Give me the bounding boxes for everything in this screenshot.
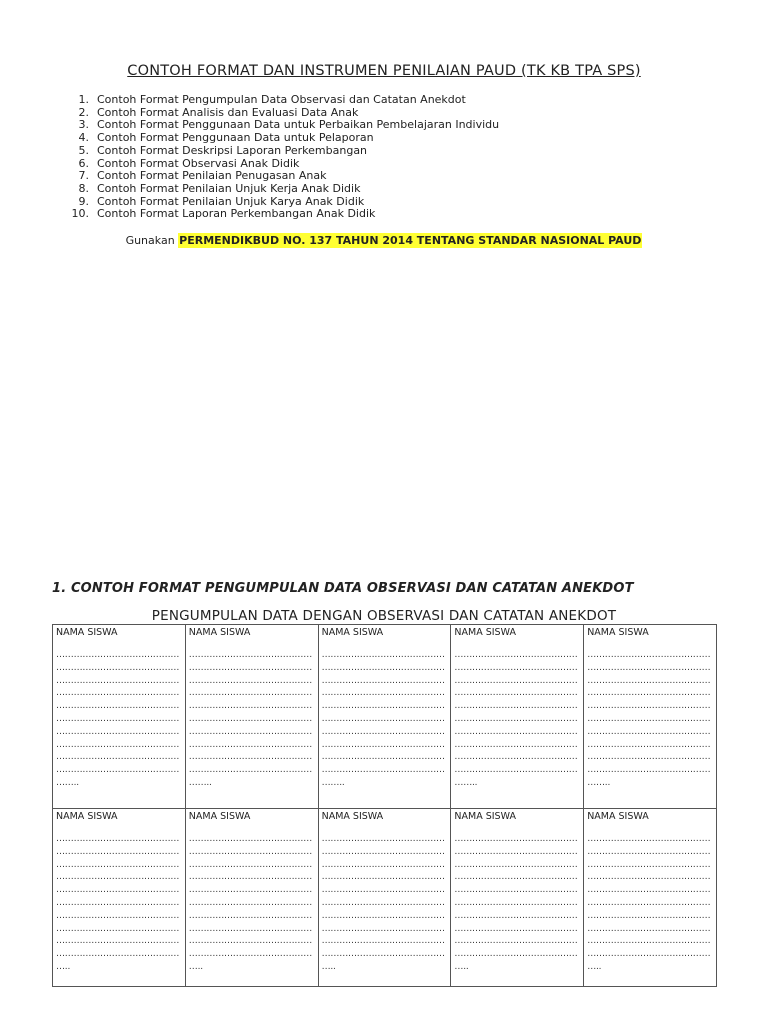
dotted-writing-line: …………………………………… [454, 897, 578, 908]
student-cell[interactable] [185, 809, 318, 987]
dotted-writing-line: …………………………………… [188, 910, 312, 921]
student-cell[interactable] [318, 625, 451, 809]
dotted-writing-line: …………………………………… [587, 688, 711, 699]
dotted-writing-line: …………………………………… [454, 688, 578, 699]
dotted-writing-line-short: ….. [56, 961, 71, 972]
dotted-writing-line: …………………………………… [321, 949, 445, 960]
dotted-writing-line: …………………………………… [56, 765, 180, 776]
dotted-writing-line: …………………………………… [188, 688, 312, 699]
dotted-writing-line: …………………………………… [454, 675, 578, 686]
toc-item-number: 1. [78, 93, 89, 106]
dotted-writing-line: …………………………………… [454, 726, 578, 737]
gunakan-label: Gunakan [125, 234, 175, 247]
dotted-writing-line: …………………………………… [188, 897, 312, 908]
toc-item-text: Contoh Format Penggunaan Data untuk Perbaikan Pembelajaran Individu [97, 118, 500, 132]
dotted-writing-line: …………………………………… [56, 897, 180, 908]
dotted-writing-line: …………………………………… [188, 650, 312, 660]
dotted-writing-line-short: …….. [188, 777, 212, 788]
toc-item-text: Contoh Format Pengumpulan Data Observasi dan Catatan Anekdot [97, 93, 466, 106]
toc-item [64, 183, 499, 196]
table-title: PENGUMPULAN DATA DENGAN OBSERVASI DAN CATATAN ANEKDOT [151, 608, 617, 624]
dotted-writing-line: …………………………………… [188, 923, 312, 934]
dotted-writing-line: …………………………………… [587, 846, 711, 857]
dotted-writing-line: …………………………………… [56, 949, 180, 960]
dotted-writing-line: …………………………………… [321, 936, 445, 947]
student-name-label: NAMA SISWA [56, 811, 118, 822]
dotted-writing-line: …………………………………… [188, 701, 312, 712]
toc-item [64, 94, 499, 107]
dotted-writing-line: …………………………………… [587, 701, 711, 712]
dotted-writing-line: …………………………………… [454, 701, 578, 712]
dotted-writing-line: …………………………………… [321, 872, 445, 883]
dotted-writing-line: …………………………………… [454, 834, 578, 844]
dotted-writing-line: …………………………………… [188, 936, 312, 947]
dotted-writing-line-short: ….. [454, 961, 469, 972]
student-name-label: NAMA SISWA [587, 627, 649, 638]
dotted-writing-line: …………………………………… [56, 859, 180, 870]
dotted-writing-line: …………………………………… [56, 936, 180, 947]
dotted-writing-line: …………………………………… [454, 650, 578, 660]
dotted-writing-line: …………………………………… [321, 846, 445, 857]
toc-item-text: Contoh Format Penilaian Penugasan Anak [97, 169, 327, 183]
toc-item-number: 4. [78, 131, 89, 145]
dotted-writing-line: …………………………………… [321, 688, 445, 699]
document-title: CONTOH FORMAT DAN INSTRUMEN PENILAIAN PAUD (TK KB TPA SPS) [127, 63, 641, 79]
dotted-writing-line: …………………………………… [56, 872, 180, 883]
student-cell[interactable] [451, 809, 584, 987]
dotted-writing-line: …………………………………… [56, 701, 180, 712]
toc-item-number: 10. [71, 207, 89, 221]
dotted-writing-line-short: ….. [321, 961, 336, 972]
dotted-writing-line: …………………………………… [188, 949, 312, 960]
dotted-writing-line: …………………………………… [56, 662, 180, 673]
table-row [53, 809, 717, 987]
dotted-writing-line: …………………………………… [321, 859, 445, 870]
dotted-writing-line: …………………………………… [321, 726, 445, 737]
student-cell[interactable] [451, 625, 584, 809]
dotted-writing-line: …………………………………… [321, 713, 445, 724]
dotted-writing-line: …………………………………… [587, 923, 711, 934]
dotted-writing-line: …………………………………… [321, 897, 445, 908]
dotted-writing-line: …………………………………… [56, 726, 180, 737]
dotted-writing-line: …………………………………… [587, 834, 711, 844]
student-name-label: NAMA SISWA [56, 627, 118, 638]
dotted-writing-line: …………………………………… [321, 910, 445, 921]
dotted-writing-line: …………………………………… [587, 675, 711, 686]
student-cell[interactable] [53, 625, 186, 809]
toc-item-text: Contoh Format Deskripsi Laporan Perkembangan [97, 143, 368, 157]
dotted-writing-line: …………………………………… [454, 713, 578, 724]
dotted-writing-line: …………………………………… [587, 897, 711, 908]
dotted-writing-line: …………………………………… [321, 675, 445, 686]
dotted-writing-line: …………………………………… [56, 650, 180, 660]
student-cell[interactable] [185, 625, 318, 809]
dotted-writing-line: …………………………………… [454, 662, 578, 673]
table-row [53, 625, 717, 809]
dotted-writing-line: …………………………………… [188, 713, 312, 724]
dotted-writing-line: …………………………………… [587, 765, 711, 776]
dotted-writing-line: …………………………………… [188, 872, 312, 883]
dotted-writing-line: …………………………………… [587, 910, 711, 921]
student-cell[interactable] [584, 625, 717, 809]
table-of-contents [64, 94, 499, 221]
dotted-writing-line: …………………………………… [587, 650, 711, 660]
dotted-writing-line: …………………………………… [587, 936, 711, 947]
dotted-writing-line-short: …….. [587, 777, 611, 788]
student-name-label: NAMA SISWA [188, 811, 251, 822]
dotted-writing-line: …………………………………… [188, 834, 312, 844]
dotted-writing-line: …………………………………… [56, 675, 180, 686]
dotted-writing-line: …………………………………… [321, 739, 445, 750]
dotted-writing-line: …………………………………… [454, 885, 578, 896]
dotted-writing-line: …………………………………… [188, 662, 312, 673]
dotted-writing-line: …………………………………… [188, 846, 312, 857]
dotted-writing-line: …………………………………… [454, 859, 578, 870]
toc-item-text: Contoh Format Observasi Anak Didik [97, 156, 300, 170]
dotted-writing-line: …………………………………… [454, 752, 578, 763]
student-name-label: NAMA SISWA [188, 627, 251, 638]
toc-item-number: 7. [78, 169, 89, 183]
dotted-writing-line-short: …….. [321, 777, 345, 788]
dotted-writing-line: …………………………………… [587, 859, 711, 870]
dotted-writing-line: …………………………………… [454, 765, 578, 776]
toc-item-number: 5. [78, 143, 89, 157]
dotted-writing-line: …………………………………… [188, 675, 312, 686]
dotted-writing-line: …………………………………… [56, 834, 180, 844]
toc-item-number: 8. [78, 181, 89, 195]
toc-item [64, 132, 499, 145]
dotted-writing-line: …………………………………… [454, 739, 578, 750]
dotted-writing-line: …………………………………… [56, 923, 180, 934]
section-heading: 1. CONTOH FORMAT PENGUMPULAN DATA OBSERVASI DAN CATATAN ANEKDOT [52, 581, 634, 596]
toc-item-number: 3. [78, 118, 89, 132]
toc-item-number: 6. [78, 156, 89, 170]
toc-item-text: Contoh Format Penilaian Unjuk Kerja Anak Didik [97, 181, 361, 195]
toc-item-number: 2. [78, 105, 89, 119]
dotted-writing-line: …………………………………… [587, 949, 711, 960]
dotted-writing-line-short: …….. [454, 777, 478, 788]
gunakan-line [0, 234, 768, 247]
observation-table [52, 624, 717, 987]
dotted-writing-line: …………………………………… [321, 701, 445, 712]
dotted-writing-line: …………………………………… [56, 846, 180, 857]
dotted-writing-line: …………………………………… [321, 752, 445, 763]
student-cell[interactable] [318, 809, 451, 987]
dotted-writing-line: …………………………………… [321, 923, 445, 934]
dotted-writing-line: …………………………………… [188, 739, 312, 750]
dotted-writing-line: …………………………………… [587, 713, 711, 724]
dotted-writing-line: …………………………………… [321, 650, 445, 660]
dotted-writing-line: …………………………………… [587, 739, 711, 750]
toc-item-text: Contoh Format Penilaian Unjuk Karya Anak Didik [97, 194, 365, 208]
toc-item [64, 145, 499, 158]
dotted-writing-line: …………………………………… [188, 859, 312, 870]
student-name-label: NAMA SISWA [587, 811, 649, 822]
student-name-label: NAMA SISWA [321, 627, 384, 638]
dotted-writing-line: …………………………………… [587, 885, 711, 896]
dotted-writing-line: …………………………………… [454, 936, 578, 947]
dotted-writing-line: …………………………………… [587, 726, 711, 737]
toc-item-number: 9. [78, 194, 89, 208]
dotted-writing-line: …………………………………… [321, 765, 445, 776]
student-cell[interactable] [584, 809, 717, 987]
toc-item-text: Contoh Format Penggunaan Data untuk Pelaporan [97, 131, 374, 145]
dotted-writing-line: …………………………………… [188, 726, 312, 737]
dotted-writing-line: …………………………………… [587, 662, 711, 673]
student-cell[interactable] [53, 809, 186, 987]
toc-item-text: Contoh Format Analisis dan Evaluasi Data Anak [97, 105, 359, 119]
dotted-writing-line-short: …….. [56, 777, 79, 788]
toc-item-text: Contoh Format Laporan Perkembangan Anak Didik [97, 207, 376, 221]
student-name-label: NAMA SISWA [454, 811, 516, 822]
dotted-writing-line-short: ….. [587, 961, 602, 972]
dotted-writing-line: …………………………………… [321, 834, 445, 844]
dotted-writing-line: …………………………………… [56, 688, 180, 699]
dotted-writing-line: …………………………………… [587, 752, 711, 763]
dotted-writing-line: …………………………………… [56, 885, 180, 896]
student-name-label: NAMA SISWA [454, 627, 516, 638]
dotted-writing-line: …………………………………… [188, 765, 312, 776]
dotted-writing-line-short: ….. [188, 961, 203, 972]
dotted-writing-line: …………………………………… [188, 885, 312, 896]
dotted-writing-line: …………………………………… [321, 662, 445, 673]
dotted-writing-line: …………………………………… [56, 752, 180, 763]
dotted-writing-line: …………………………………… [454, 872, 578, 883]
dotted-writing-line: …………………………………… [587, 872, 711, 883]
dotted-writing-line: …………………………………… [454, 846, 578, 857]
dotted-writing-line: …………………………………… [321, 885, 445, 896]
dotted-writing-line: …………………………………… [454, 910, 578, 921]
dotted-writing-line: …………………………………… [188, 752, 312, 763]
dotted-writing-line: …………………………………… [56, 739, 180, 750]
student-name-label: NAMA SISWA [321, 811, 384, 822]
dotted-writing-line: …………………………………… [454, 949, 578, 960]
regulation-highlight: PERMENDIKBUD NO. 137 TAHUN 2014 TENTANG STANDAR NASIONAL PAUD [179, 234, 642, 247]
dotted-writing-line: …………………………………… [56, 910, 180, 921]
dotted-writing-line: …………………………………… [454, 923, 578, 934]
toc-item [64, 208, 499, 221]
dotted-writing-line: …………………………………… [56, 713, 180, 724]
